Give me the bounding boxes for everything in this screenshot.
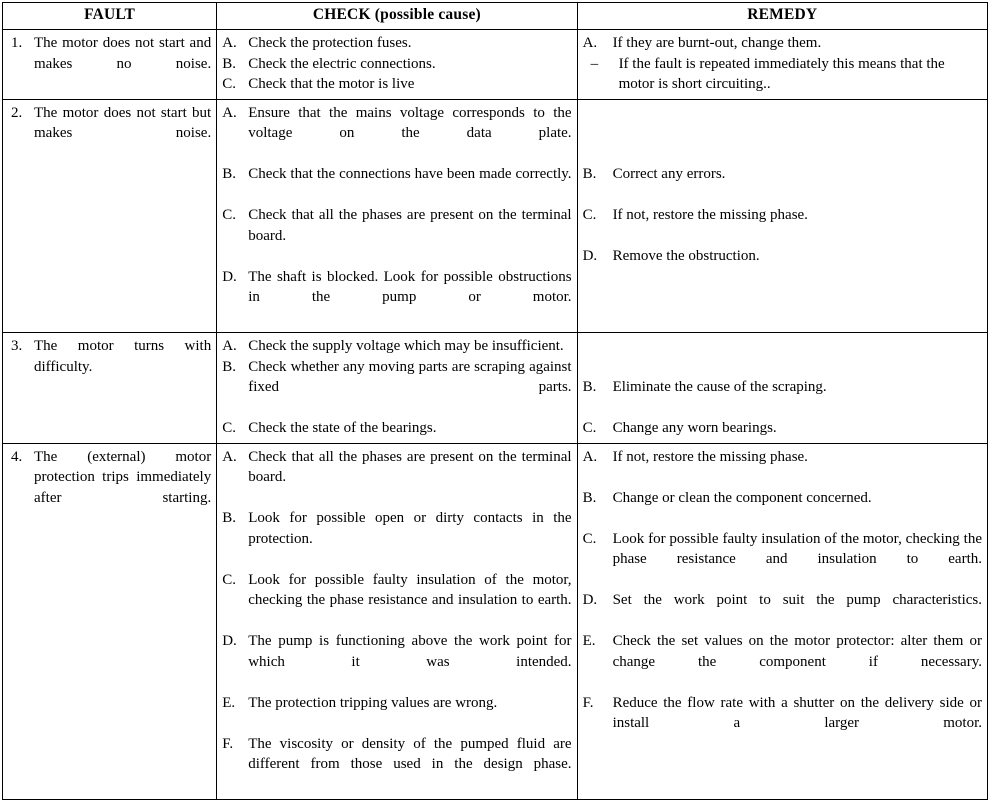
remedy-item-marker: C. bbox=[582, 420, 597, 436]
check-item-marker: C. bbox=[222, 207, 236, 223]
remedy-cell bbox=[577, 333, 987, 444]
fault-text: The (external) motor protection trips immediately after starting. bbox=[34, 448, 212, 506]
remedy-item bbox=[583, 418, 982, 439]
table-row bbox=[3, 99, 988, 333]
remedy-item-marker: A. bbox=[582, 35, 598, 51]
fault-number: 4. bbox=[11, 448, 23, 465]
check-item-marker: A. bbox=[222, 104, 237, 121]
fault-cell bbox=[3, 99, 217, 333]
table-row bbox=[3, 30, 988, 100]
check-item-marker: E. bbox=[222, 694, 236, 711]
remedy-item-marker: C. bbox=[582, 530, 597, 547]
check-item bbox=[222, 508, 571, 570]
check-item-marker: D. bbox=[222, 268, 237, 285]
remedy-item bbox=[583, 246, 982, 267]
remedy-item-marker: A. bbox=[582, 448, 598, 465]
troubleshooting-table bbox=[2, 2, 988, 800]
remedy-item-marker: F. bbox=[582, 694, 594, 711]
check-item-text: Check the electric connections. bbox=[248, 55, 436, 72]
remedy-item-text: If they are burnt-out, change them. bbox=[612, 35, 822, 51]
check-item-text: Look for possible open or dirty contacts in the protection. bbox=[248, 510, 572, 547]
check-item bbox=[222, 74, 571, 95]
check-item bbox=[222, 336, 571, 357]
column-header-fault: FAULT bbox=[3, 3, 217, 30]
remedy-cell bbox=[577, 443, 987, 800]
check-item-marker: F. bbox=[222, 735, 234, 752]
check-item-text: The shaft is blocked. Look for possible obstructions in the pump or motor. bbox=[248, 268, 572, 305]
remedy-alignment-spacer bbox=[583, 103, 982, 165]
check-item bbox=[222, 570, 571, 632]
table-header-row bbox=[3, 3, 988, 30]
remedy-item-marker: E. bbox=[582, 633, 596, 649]
remedy-item-marker: C. bbox=[582, 207, 597, 223]
check-item-text: Check that all the phases are present on the terminal board. bbox=[248, 207, 572, 244]
table-row bbox=[3, 443, 988, 800]
check-item-text: The viscosity or density of the pumped fluid are different from those used in the design phase. bbox=[248, 735, 572, 772]
remedy-sub-item-text: If the fault is repeated immediately this means that the motor is short circuiting.. bbox=[618, 55, 945, 92]
check-cell bbox=[217, 99, 577, 333]
remedy-alignment-spacer bbox=[583, 336, 982, 377]
remedy-item bbox=[583, 164, 982, 185]
check-item bbox=[222, 734, 571, 796]
check-item-text: Check that the motor is live bbox=[248, 76, 415, 92]
fault-text: The motor turns with difficulty. bbox=[34, 338, 212, 375]
remedy-alignment-spacer bbox=[583, 508, 982, 529]
fault-number: 1. bbox=[11, 35, 23, 51]
remedy-item bbox=[583, 529, 982, 591]
check-item-marker: C. bbox=[222, 76, 236, 92]
remedy-item-text: If not, restore the missing phase. bbox=[612, 448, 808, 465]
check-item bbox=[222, 357, 571, 419]
fault-text: The motor does not start but makes noise. bbox=[34, 104, 212, 141]
column-header-remedy: REMEDY bbox=[577, 3, 987, 30]
table-row bbox=[3, 333, 988, 444]
check-item-marker: A. bbox=[222, 448, 237, 465]
remedy-item-text: Look for possible faulty insulation of the motor, checking the phase resistance and insulation to earth. bbox=[612, 530, 982, 567]
check-item bbox=[222, 447, 571, 509]
remedy-item-text: If not, restore the missing phase. bbox=[612, 207, 808, 223]
check-item-marker: D. bbox=[222, 633, 237, 649]
remedy-item-marker: B. bbox=[582, 379, 597, 395]
check-item bbox=[222, 418, 571, 439]
remedy-item-text: Set the work point to suit the pump characteristics. bbox=[612, 592, 982, 608]
fault-item bbox=[8, 103, 211, 165]
check-item bbox=[222, 205, 571, 267]
fault-cell bbox=[3, 443, 217, 800]
check-item-marker: B. bbox=[222, 55, 236, 72]
remedy-sub-item bbox=[583, 54, 982, 95]
check-item-marker: B. bbox=[222, 166, 236, 182]
remedy-alignment-spacer bbox=[583, 185, 982, 206]
check-item-marker: C. bbox=[222, 571, 236, 588]
remedy-item-text: Reduce the flow rate with a shutter on the delivery side or install a larger motor. bbox=[612, 694, 982, 731]
check-item-marker: B. bbox=[222, 510, 236, 526]
check-item-marker: A. bbox=[222, 338, 237, 354]
remedy-cell bbox=[577, 30, 987, 100]
check-item-marker: A. bbox=[222, 35, 237, 51]
check-cell bbox=[217, 443, 577, 800]
column-header-check: CHECK (possible cause) bbox=[217, 3, 577, 30]
check-item-marker: C. bbox=[222, 420, 236, 436]
check-item-text: Check that all the phases are present on the terminal board. bbox=[248, 448, 572, 485]
remedy-item bbox=[583, 590, 982, 631]
check-cell bbox=[217, 30, 577, 100]
fault-number: 2. bbox=[11, 104, 23, 121]
fault-item bbox=[8, 33, 211, 95]
check-item bbox=[222, 54, 571, 75]
remedy-item bbox=[583, 631, 982, 693]
remedy-alignment-spacer bbox=[583, 398, 982, 419]
remedy-item-marker: B. bbox=[582, 166, 597, 182]
check-item-text: Check whether any moving parts are scraping against fixed parts. bbox=[248, 358, 572, 395]
fault-text: The motor does not start and makes no noise. bbox=[34, 35, 212, 72]
check-item bbox=[222, 631, 571, 693]
remedy-item bbox=[583, 205, 982, 226]
remedy-item-text: Change or clean the component concerned. bbox=[612, 489, 872, 506]
check-paragraph-gap bbox=[222, 713, 571, 734]
fault-item bbox=[8, 447, 211, 529]
remedy-item bbox=[583, 447, 982, 468]
dash-bullet-icon: – bbox=[590, 55, 599, 72]
check-item-text: Check the protection fuses. bbox=[248, 35, 412, 51]
check-item-text: Ensure that the mains voltage corresponds to the voltage on the data plate. bbox=[248, 104, 572, 141]
check-item bbox=[222, 103, 571, 165]
remedy-item bbox=[583, 488, 982, 509]
fault-item bbox=[8, 336, 211, 398]
document-page bbox=[0, 2, 991, 772]
remedy-item-text: Remove the obstruction. bbox=[612, 248, 760, 264]
check-item-text: Look for possible faulty insulation of the motor, checking the phase resistance and insulation to earth. bbox=[248, 571, 572, 608]
remedy-item-text: Eliminate the cause of the scraping. bbox=[612, 379, 827, 395]
check-item bbox=[222, 164, 571, 205]
remedy-item-text: Correct any errors. bbox=[612, 166, 726, 182]
fault-cell bbox=[3, 333, 217, 444]
remedy-item bbox=[583, 377, 982, 398]
check-item-text: The pump is functioning above the work point for which it was intended. bbox=[248, 633, 572, 670]
check-item bbox=[222, 693, 571, 714]
remedy-alignment-spacer bbox=[583, 226, 982, 247]
remedy-item bbox=[583, 693, 982, 755]
remedy-item-marker: D. bbox=[582, 248, 598, 264]
fault-number: 3. bbox=[11, 338, 23, 354]
fault-cell bbox=[3, 30, 217, 100]
check-item-text: The protection tripping values are wrong. bbox=[248, 694, 498, 711]
remedy-item-marker: B. bbox=[582, 489, 597, 506]
check-item-text: Check that the connections have been made correctly. bbox=[248, 166, 572, 182]
remedy-item bbox=[583, 33, 982, 54]
check-cell bbox=[217, 333, 577, 444]
check-item-text: Check the state of the bearings. bbox=[248, 420, 437, 436]
remedy-alignment-spacer bbox=[583, 467, 982, 488]
check-item-marker: B. bbox=[222, 358, 236, 375]
check-item bbox=[222, 267, 571, 329]
check-item-text: Check the supply voltage which may be insufficient. bbox=[248, 338, 564, 354]
remedy-item-marker: D. bbox=[582, 592, 598, 608]
remedy-cell bbox=[577, 99, 987, 333]
remedy-item-text: Check the set values on the motor protector: alter them or change the component if necessary. bbox=[612, 633, 982, 670]
remedy-item-text: Change any worn bearings. bbox=[612, 420, 777, 436]
check-item bbox=[222, 33, 571, 54]
